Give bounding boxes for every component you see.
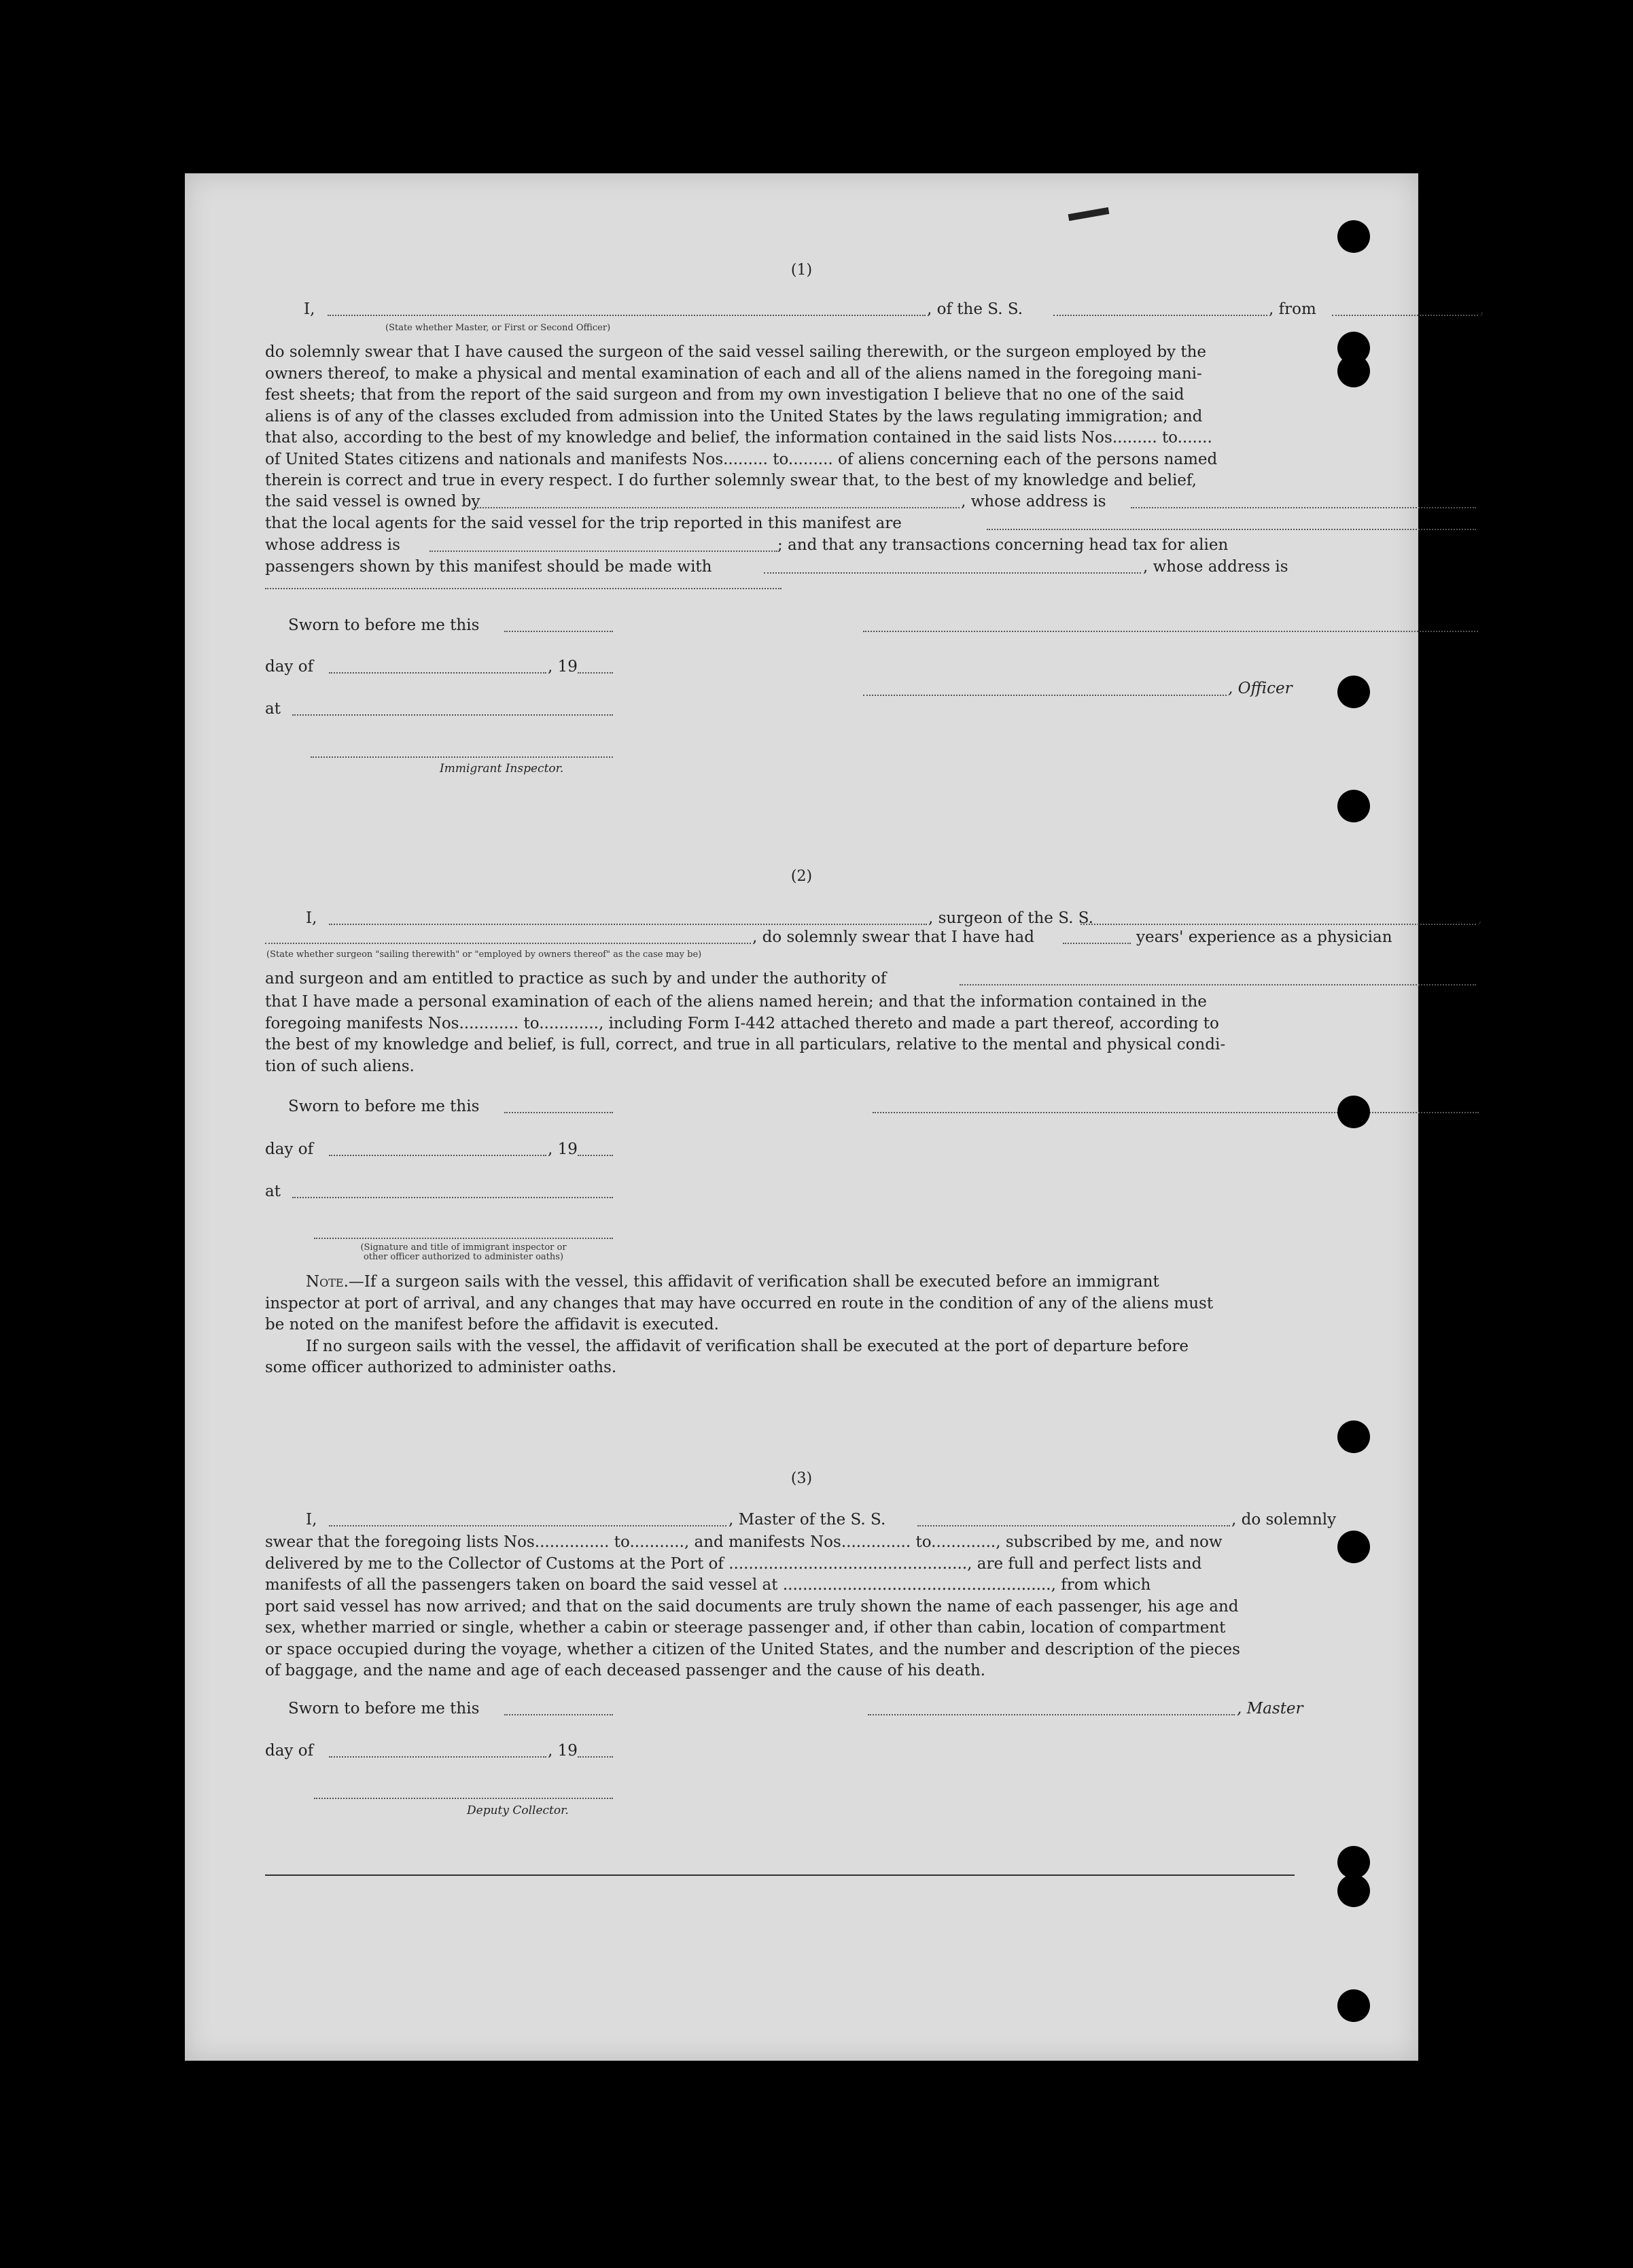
ink-mark [1068,207,1110,221]
s2-note [265,1272,1294,1379]
punch-hole [1337,676,1370,708]
s1-officer-label: , Officer [1228,680,1293,697]
section-3-number: (3) [790,1470,813,1487]
s2-paragraph-line: the best of my knowledge and belief, is full, correct, and true in all particulars, relative to the mental and physical condi- [265,1036,1226,1053]
section-1-number: (1) [790,262,813,279]
s1-inspector-label: Immigrant Inspector. [440,762,564,775]
s3-line1-i: I, [306,1511,317,1529]
bottom-rule [265,1874,1295,1876]
s1-sworn: Sworn to before me this [288,616,480,634]
s1-paragraph [265,342,1294,492]
s1-line1-end: , [1479,300,1485,318]
s1-paragraph-line: therein is correct and true in every respect. I do further solemnly swear that, to the best of my knowledge and belief, [265,472,1197,489]
punch-hole [1337,1420,1370,1453]
s1-signature-field[interactable] [863,631,1478,632]
s1-paragraph-line: owners thereof, to make a physical and mental examination of each and all of the aliens named in the foregoing mani- [265,364,1202,383]
s2-paragraph-line: foregoing manifests Nos............ to............, including Form I-442 attached thereto and made a part thereof, according to [265,1014,1219,1032]
s2-surgeon-note: (State whether surgeon "sailing therewith" or "employed by owners thereof" as the case may be) [266,949,702,960]
s3-paragraph-line: or space occupied during the voyage, whether a citizen of the United States, and the number and description of the pieces [265,1640,1240,1658]
s1-officer-note: (State whether Master, or First or Second Officer) [385,323,611,333]
s2-authority-field[interactable] [960,984,1476,985]
s1-line1-i: I, [304,300,315,318]
s1-whose-address: , whose address is [961,493,1106,510]
s2-do-swear: , do solemnly swear that I have had [752,928,1034,946]
s3-ship-field[interactable] [917,1525,1230,1526]
s2-note-label: Note. [306,1273,349,1291]
s2-line1-end: , [1477,909,1483,927]
s1-headtax-contact-field[interactable] [764,572,1141,574]
s2-signature-note [300,1243,627,1262]
s3-paragraph-line: swear that the foregoing lists Nos............... to..........., and manifests Nos.............. to............., subscribed by me, and now [265,1533,1223,1551]
s3-master: , Master of the S. S. [728,1511,886,1529]
s2-note2-line: some officer authorized to administer oaths. [265,1359,617,1376]
s1-officer-field[interactable] [863,695,1227,696]
s1-inspector-signature-field[interactable] [311,756,613,758]
s2-surgeon-status-field[interactable] [265,943,751,944]
s3-paragraph-line: of baggage, and the name and age of each deceased passenger and the cause of his death. [265,1662,986,1679]
punch-hole [1337,1874,1370,1907]
s2-note-line: inspector at port of arrival, and any changes that may have occurred en route in the condition of any of the aliens must [265,1294,1214,1312]
s1-passengers: passengers shown by this manifest should be made with [265,558,712,576]
s2-year-field[interactable] [578,1155,613,1156]
s2-years-field[interactable] [1063,943,1131,944]
s3-day-field[interactable] [329,1756,546,1758]
s2-signature-note-line: (Signature and title of immigrant inspector or [360,1242,567,1253]
s1-at-field[interactable] [292,714,613,716]
s3-signature-field[interactable] [868,1714,1235,1715]
s2-signature-field[interactable] [873,1112,1479,1113]
s2-at: at [265,1183,281,1200]
manifest-page [185,173,1485,2061]
s3-master-name-field[interactable] [329,1525,726,1526]
section-2-number: (2) [790,868,813,885]
s1-paragraph-line: fest sheets; that from the report of the said surgeon and from my own investigation I believe that no one of the said [265,386,1184,404]
s1-paragraph-line: that also, according to the best of my knowledge and belief, the information contained in the said lists Nos......... to....... [265,429,1212,447]
s1-local-agents: that the local agents for the said vessel for the trip reported in this manifest are [265,514,902,532]
s1-day-field[interactable] [329,672,546,674]
s2-line1-i: I, [306,909,317,927]
s2-note-line [265,1272,1294,1293]
s2-day-field[interactable] [329,1155,546,1156]
s3-master-label: , Master [1237,1700,1303,1717]
punch-hole [1337,1846,1370,1879]
s1-at: at [265,700,281,718]
s2-sworn-field[interactable] [504,1112,613,1113]
s1-owner-address-field[interactable] [1131,507,1476,508]
s2-sworn: Sworn to before me this [288,1098,480,1115]
s1-year: , 19 [548,658,578,676]
s3-paragraph-line: port said vessel has now arrived; and that on the said documents are truly shown the name of each passenger, his age and [265,1597,1239,1616]
s2-authority: and surgeon and am entitled to practice as such by and under the authority of [265,970,887,988]
s3-swear: , do solemnly [1231,1511,1337,1529]
s1-agents-address-field[interactable] [429,551,777,552]
s1-paragraph-line: of United States citizens and nationals and manifests Nos......... to......... of aliens concerning each of the persons named [265,450,1218,468]
s1-from-field[interactable] [1332,315,1478,316]
s2-inspector-signature-field[interactable] [314,1238,613,1239]
s3-sworn-field[interactable] [504,1714,613,1715]
s1-day-of: day of [265,658,314,676]
s1-ship-name-field[interactable] [1053,315,1267,316]
s3-paragraph-line: sex, whether married or single, whether a cabin or steerage passenger and, if other than cabin, location of compartment [265,1619,1226,1637]
punch-hole [1337,355,1370,387]
punch-hole [1337,790,1370,822]
s2-signature-note-line: other officer authorized to administer oaths) [363,1252,564,1262]
s2-note-text: —If a surgeon sails with the vessel, this affidavit of verification shall be executed before an immigrant [348,1273,1159,1291]
s1-officer-name-field[interactable] [328,315,926,316]
s3-paragraph-line: manifests of all the passengers taken on board the said vessel at ......................................................, from which [265,1576,1151,1594]
s2-paragraph-line: tion of such aliens. [265,1057,415,1075]
s1-line1-from: , from [1269,300,1316,318]
s2-note2-line: If no surgeon sails with the vessel, the affidavit of verification shall be executed at the port of departure before [306,1337,1189,1355]
s2-surgeon: , surgeon of the S. S. [928,909,1093,927]
s1-agents-field[interactable] [987,529,1476,530]
s3-year-field[interactable] [578,1756,613,1758]
s2-surgeon-name-field[interactable] [329,924,927,925]
s1-whose-address3: , whose address is [1143,558,1288,576]
s1-headtax-address-field[interactable] [265,588,782,589]
s1-owner-field[interactable] [474,507,960,508]
s3-collector-label: Deputy Collector. [467,1804,569,1817]
s3-paragraph-line: delivered by me to the Collector of Customs at the Port of ................................................, are full and perfect lists and [265,1554,1202,1573]
s1-whose-address2: whose address is [265,536,400,554]
s2-note-line: be noted on the manifest before the affidavit is executed. [265,1316,719,1333]
s1-paragraph-line: do solemnly swear that I have caused the surgeon of the said vessel sailing therewith, or the surgeon employed by the [265,343,1207,361]
s2-at-field[interactable] [292,1197,613,1198]
s2-day-of: day of [265,1140,314,1158]
s3-sworn: Sworn to before me this [288,1700,480,1717]
s1-sworn-field[interactable] [504,631,613,632]
s2-paragraph [265,992,1294,1077]
s2-years: years' experience as a physician [1136,928,1392,946]
s2-year: , 19 [548,1140,578,1158]
s3-day-of: day of [265,1742,314,1760]
s3-paragraph [265,1532,1294,1682]
bleed-through-text [389,194,864,221]
s1-year-field[interactable] [578,672,613,674]
s3-year: , 19 [548,1742,578,1760]
punch-hole [1337,1989,1370,2022]
s1-line1-ss: , of the S. S. [927,300,1023,318]
s3-collector-signature-field[interactable] [314,1798,613,1799]
punch-hole [1337,220,1370,253]
s1-owned-by: the said vessel is owned by [265,493,480,510]
punch-hole [1337,1096,1370,1128]
s1-head-tax: ; and that any transactions concerning head tax for alien [777,536,1229,554]
s2-ship-field[interactable] [1081,924,1476,925]
punch-hole [1337,1531,1370,1563]
s2-paragraph-line: that I have made a personal examination of each of the aliens named herein; and that the information contained in the [265,993,1207,1011]
s1-paragraph-line: aliens is of any of the classes excluded from admission into the United States by the laws regulating immigration; and [265,407,1203,425]
